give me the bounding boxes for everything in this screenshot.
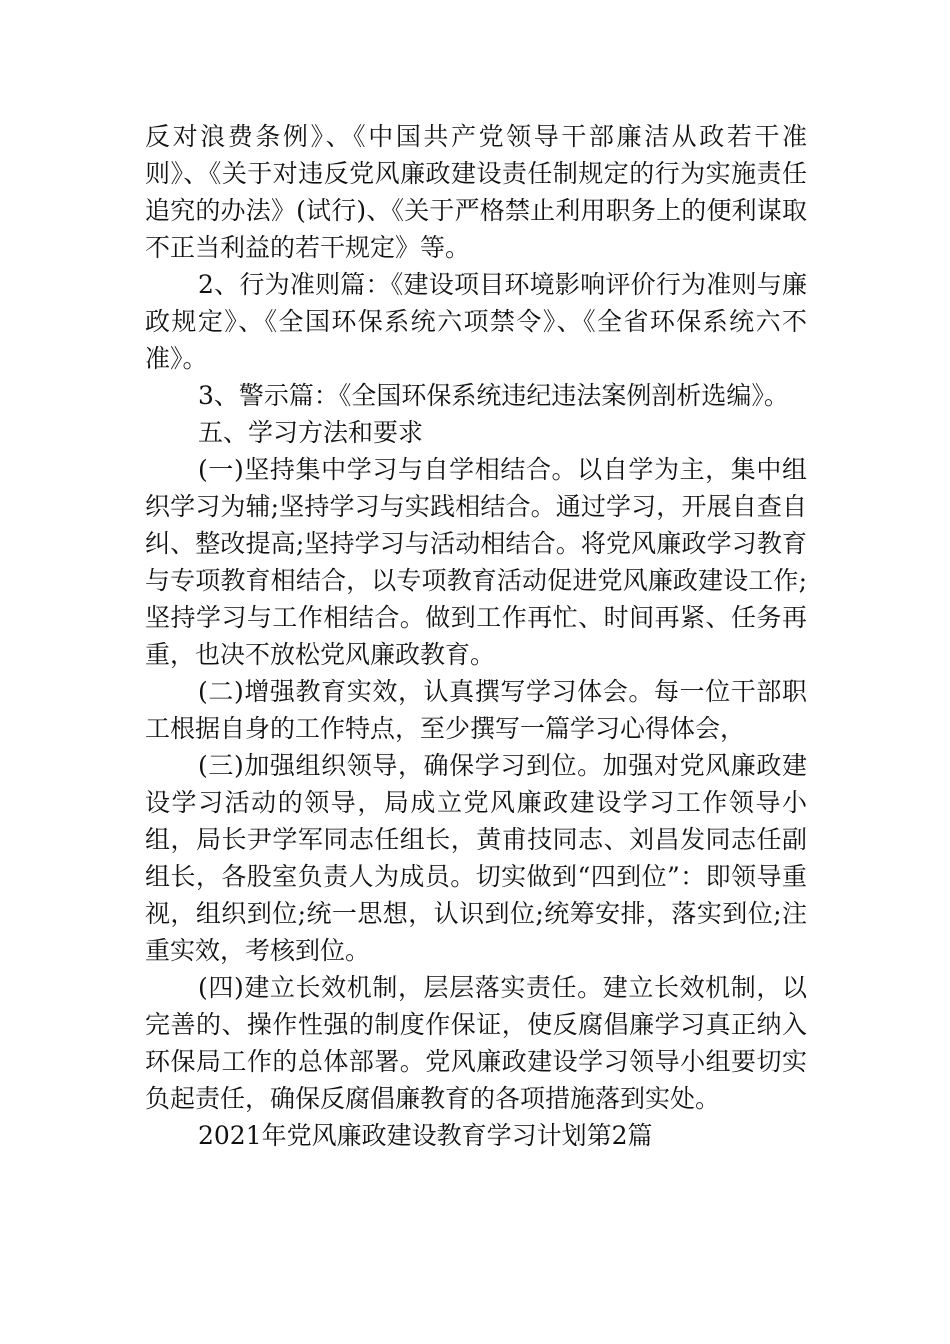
paragraph-item-three: (三)加强组织领导，确保学习到位。加强对党风廉政建设学习活动的领导，局成立党风廉政建设学习工作领导小组，局长尹学军同志任组长，黄甫技同志、刘昌发同志任副组长，各股室负责人为成员。切实做到“四到位”：即领导重视，组织到位;统一思想，认识到位;统筹安排，落实到位;注重实效，考核到位。: [145, 751, 807, 965]
paragraph-code-of-conduct: 2、行为准则篇：《建设项目环境影响评价行为准则与廉政规定》、《全国环保系统六项禁令》、《全省环保系统六不准》。: [145, 270, 807, 373]
next-article-title: 2021年党风廉政建设教育学习计划第2篇: [198, 1121, 653, 1150]
paragraph-warning-cases: 3、警示篇：《全国环保系统违纪违法案例剖析选编》。: [198, 381, 789, 410]
document-page: [145, 118, 807, 1154]
paragraph-item-two: (二)增强教育实效，认真撰写学习体会。每一位干部职工根据自身的工作特点，至少撰写一篇学习心得体会，: [145, 677, 807, 743]
paragraph-regulations-list: 反对浪费条例》、《中国共产党领导干部廉洁从政若干准则》、《关于对违反党风廉政建设责任制规定的行为实施责任追究的办法》(试行)、《关于严格禁止利用职务上的便利谋取不正当利益的若干规定》等。: [145, 122, 807, 262]
section-heading-methods: 五、学习方法和要求: [198, 418, 424, 447]
paragraph-item-four: (四)建立长效机制，层层落实责任。建立长效机制，以完善的、操作性强的制度作保证，使反腐倡廉学习真正纳入环保局工作的总体部署。党风廉政建设学习领导小组要切实负起责任，确保反腐倡廉教育的各项措施落到实处。: [145, 973, 807, 1113]
paragraph-item-one: (一)坚持集中学习与自学相结合。以自学为主，集中组织学习为辅;坚持学习与实践相结合。通过学习，开展自查自纠、整改提高;坚持学习与活动相结合。将党风廉政学习教育与专项教育相结合，以专项教育活动促进党风廉政建设工作;坚持学习与工作相结合。做到工作再忙、时间再紧、任务再重，也决不放松党风廉政教育。: [145, 455, 807, 669]
